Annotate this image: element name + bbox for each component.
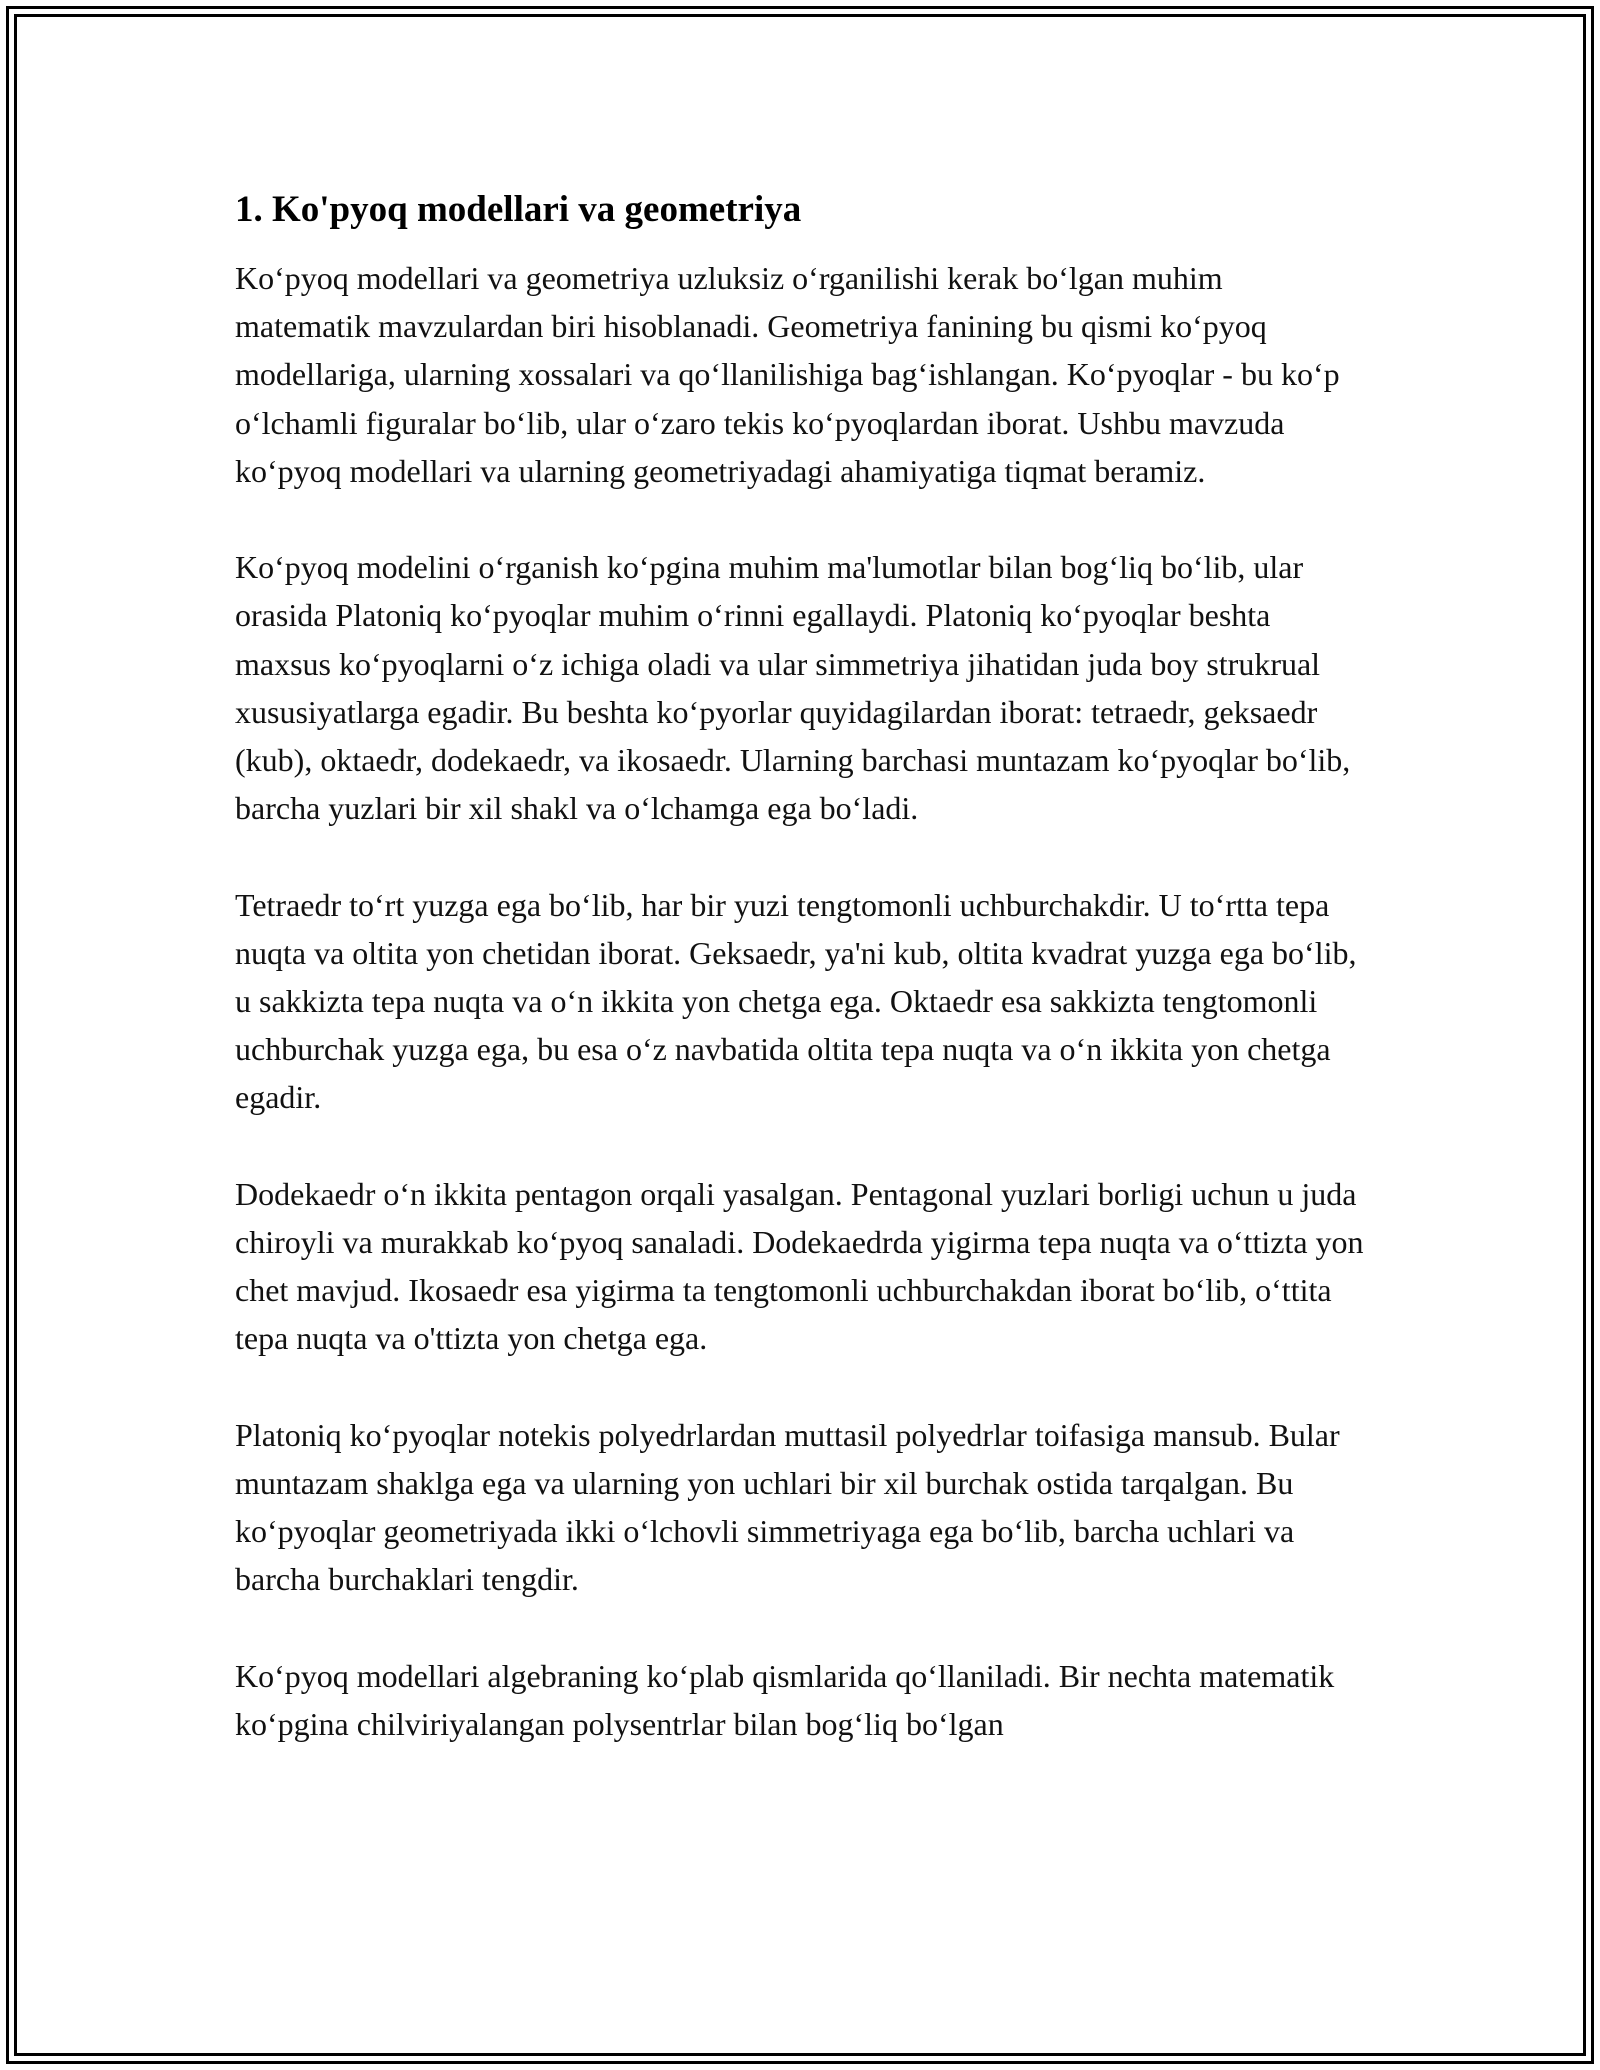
paragraph-platonic-solids: Koʻpyoq modelini oʻrganish koʻpgina muhim ma'lumotlar bilan bogʻliq boʻlib, ular orasida Platoniq koʻpyoqlar muhim oʻrinni egallaydi. Platoniq koʻpyoqlar beshta maxsus koʻpyoqlarni oʻz ichiga oladi va ular simmetriya jihatidan juda boy strukrual xususiyatlarga egadir. Bu beshta koʻpyorlar quyidagilardan iborat: tetraedr, geksaedr (kub), oktaedr, dodekaedr, va ikosaedr. Ularning barchasi muntazam koʻpyoqlar boʻlib, barcha yuzlari bir xil shakl va oʻlchamga ega boʻladi. [235, 549, 1351, 827]
paragraph-applications: Koʻpyoq modellari algebraning koʻplab qismlarida qoʻllaniladi. Bir nechta matematik koʻpgina chilviriyalangan polysentrlar bilan bogʻliq boʻlgan [235, 1657, 1335, 1743]
paragraph-intro: Koʻpyoq modellari va geometriya uzluksiz oʻrganilishi kerak boʻlgan muhim matematik mavzulardan biri hisoblanadi. Geometriya fanining bu qismi koʻpyoq modellariga, ularning xossalari va qoʻllanilishiga bagʻishlangan. Koʻpyoqlar - bu koʻp oʻlchamli figuralar boʻlib, ular oʻzaro tekis koʻpyoqlardan iborat. Ushbu mavzuda koʻpyoq modellari va ularning geometriyadagi ahamiyatiga tiqmat beramiz. [235, 260, 1340, 489]
paragraph-tetrahedron-cube-octahedron: Tetraedr toʻrt yuzga ega boʻlib, har bir yuzi tengtomonli uchburchakdir. U toʻrtta tepa nuqta va oltita yon chetidan iborat. Geksaedr, ya'ni kub, oltita kvadrat yuzga ega boʻlib, u sakkizta tepa nuqta va oʻn ikkita yon chetga ega. Oktaedr esa sakkizta tengtomonli uchburchak yuzga ega, bu esa oʻz navbatida oltita tepa nuqta va oʻn ikkita yon chetga egadir. [235, 886, 1357, 1116]
paragraph-dodecahedron-icosahedron: Dodekaedr oʻn ikkita pentagon orqali yasalgan. Pentagonal yuzlari borligi uchun u juda chiroyli va murakkab koʻpyoq sanaladi. Dodekaedrda yigirma tepa nuqta va oʻttizta yon chet mavjud. Ikosaedr esa yigirma ta tengtomonli uchburchakdan iborat boʻlib, oʻttita tepa nuqta va o'ttizta yon chetga ega. [235, 1175, 1364, 1357]
section-heading: 1. Ko'pyoq modellari va geometriya [235, 189, 802, 230]
paragraph-regular-polyhedra: Platoniq koʻpyoqlar notekis polyedrlardan muttasil polyedrlar toifasiga mansub. Bular muntazam shaklga ega va ularning yon uchlari bir xil burchak ostida tarqalgan. Bu koʻpyoqlar geometriyada ikki oʻlchovli simmetriyaga ega boʻlib, barcha uchlari va barcha burchaklari tengdir. [235, 1416, 1340, 1598]
document-body [235, 186, 1365, 1748]
